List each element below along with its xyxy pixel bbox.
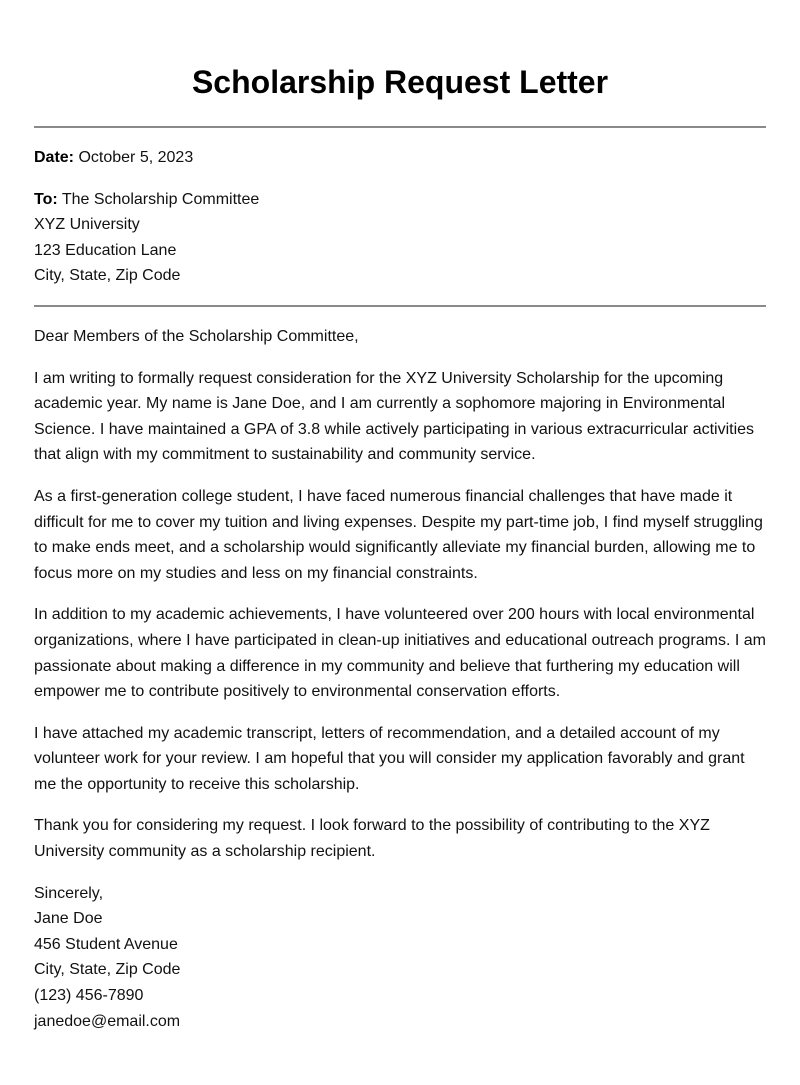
date-label: Date:: [34, 149, 75, 166]
recipient-street: 123 Education Lane: [34, 241, 177, 259]
date-value: October 5, 2023: [78, 149, 194, 166]
body-paragraph-2: As a first-generation college student, I have faced numerous financial challenges that have made it difficult for me to cover my tuition and living expenses. Despite my part-time job, I find myself struggling to make ends meet, and a scholarship would significantly alleviate my financial burden, allowing me to focus more on my studies and less on my financial constraints.: [34, 487, 763, 582]
signature-block: [34, 881, 766, 1035]
valediction: Sincerely,: [34, 884, 104, 902]
sender-phone: (123) 456-7890: [34, 987, 144, 1005]
recipient-organization: XYZ University: [34, 216, 140, 234]
recipient-city-state-zip: City, State, Zip Code: [34, 267, 181, 285]
address-divider: [34, 305, 766, 307]
page-title: Scholarship Request Letter: [191, 64, 609, 100]
recipient-name: The Scholarship Committee: [61, 190, 260, 208]
body-paragraph-5: Thank you for considering my request. I look forward to the possibility of contributing to the XYZ University community as a scholarship recipient.: [34, 817, 710, 861]
body-paragraph-1: I am writing to formally request consideration for the XYZ University Scholarship for the upcoming academic year. My name is Jane Doe, and I am currently a sophomore majoring in Environmental Science. I have maintained a GPA of 3.8 while actively participating in various extracurricular activities that align with my commitment to sustainability and community service.: [34, 369, 755, 464]
recipient-block: [34, 187, 766, 289]
body-paragraph-3: In addition to my academic achievements, I have volunteered over 200 hours with local environmental organizations, where I have participated in clean-up initiatives and educational outreach programs. I am passionate about making a difference in my community and believe that furthering my education will empower me to contribute positively to environmental conservation efforts.: [34, 606, 766, 701]
header-divider: [34, 126, 766, 128]
sender-street: 456 Student Avenue: [34, 935, 178, 953]
sender-city-state-zip: City, State, Zip Code: [34, 961, 181, 979]
recipient-name-line: [34, 187, 766, 213]
date-line: [34, 145, 766, 171]
sender-email: janedoe@email.com: [34, 1012, 181, 1030]
salutation: Dear Members of the Scholarship Committee,: [34, 327, 359, 345]
sender-name: Jane Doe: [34, 910, 103, 928]
body-paragraph-4: I have attached my academic transcript, letters of recommendation, and a detailed account of my volunteer work for your review. I am hopeful that you will consider my application favorably and grant me the opportunity to receive this scholarship.: [34, 724, 745, 793]
recipient-label: To:: [34, 190, 58, 208]
